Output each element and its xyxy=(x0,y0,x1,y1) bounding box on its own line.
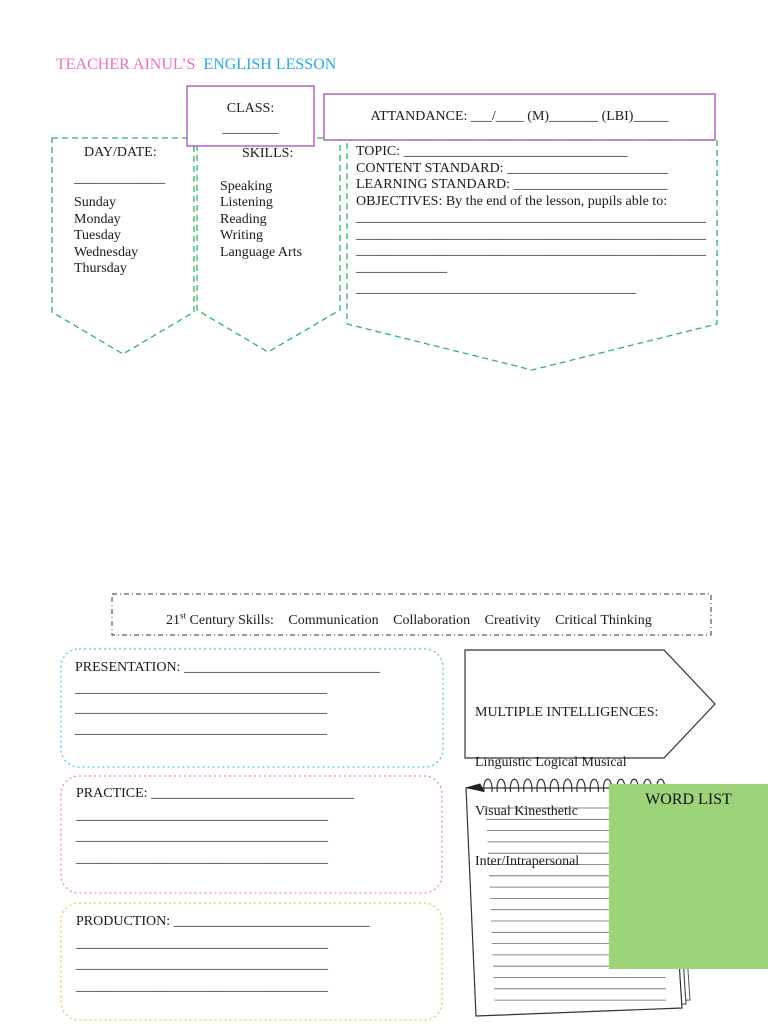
skill-writing[interactable]: Writing xyxy=(220,228,263,243)
objectives-line-5[interactable]: ________________________________________ xyxy=(356,281,636,296)
topic-field[interactable]: TOPIC: ________________________________ xyxy=(356,144,628,159)
practice-line-1[interactable]: ____________________________________ xyxy=(76,807,328,823)
skill-reading[interactable]: Reading xyxy=(220,211,267,227)
class-box xyxy=(187,101,314,137)
objectives-line-2[interactable]: __________________________________________________ xyxy=(356,226,706,242)
century-skills-label: 21st Century Skills: xyxy=(166,610,274,628)
mi-line-3[interactable]: Inter/Intrapersonal xyxy=(475,853,580,869)
century-skills-row xyxy=(166,607,652,629)
skill-communication[interactable]: Communication xyxy=(288,612,379,628)
day-date-section xyxy=(74,145,165,278)
production-line-2[interactable]: ____________________________________ xyxy=(76,957,328,972)
production-line-3[interactable]: ____________________________________ xyxy=(76,978,328,994)
presentation-section xyxy=(75,660,380,738)
objectives-line-3[interactable]: __________________________________________________ xyxy=(356,243,706,258)
practice-label[interactable]: PRACTICE: _____________________________ xyxy=(76,786,355,801)
lesson-info-section xyxy=(356,144,706,298)
day-monday[interactable]: Monday xyxy=(74,211,121,227)
skills-label: SKILLS: xyxy=(242,146,294,161)
production-section xyxy=(76,914,370,995)
skill-critical-thinking[interactable]: Critical Thinking xyxy=(555,612,652,628)
objectives-line-4[interactable]: _____________ xyxy=(356,259,447,275)
skill-language-arts[interactable]: Language Arts xyxy=(220,244,303,260)
presentation-label[interactable]: PRESENTATION: ____________________________ xyxy=(75,660,380,675)
mi-line-1[interactable]: Linguistic Logical Musical xyxy=(475,754,627,770)
day-sunday[interactable]: Sunday xyxy=(74,195,116,210)
class-blank[interactable]: ________ xyxy=(222,120,279,136)
mi-line-2[interactable]: Visual Kinesthetic xyxy=(475,804,578,819)
presentation-line-2[interactable]: ____________________________________ xyxy=(75,701,327,716)
word-list-box[interactable] xyxy=(609,784,768,969)
presentation-line-3[interactable]: ____________________________________ xyxy=(75,721,327,737)
multiple-intelligences-title: MULTIPLE INTELLIGENCES: xyxy=(475,705,659,720)
presentation-line-1[interactable]: ____________________________________ xyxy=(75,680,327,696)
skill-collaboration[interactable]: Collaboration xyxy=(393,612,471,628)
attendance-box[interactable] xyxy=(324,109,715,126)
attendance-text: ATTANDANCE: ___/____ (M)_______ (LBI)_____ xyxy=(370,109,669,124)
practice-line-2[interactable]: ____________________________________ xyxy=(76,829,328,844)
content-standard-field[interactable]: CONTENT STANDARD: _______________________ xyxy=(356,160,669,176)
day-wednesday[interactable]: Wednesday xyxy=(74,244,139,260)
production-line-1[interactable]: ____________________________________ xyxy=(76,935,328,951)
practice-section xyxy=(76,786,354,867)
objectives-label: OBJECTIVES: By the end of the lesson, pupils able to: xyxy=(356,193,668,209)
day-date-blank[interactable]: _____________ xyxy=(74,170,165,186)
day-thursday[interactable]: Thursday xyxy=(74,261,127,276)
day-date-label: DAY/DATE: xyxy=(84,145,157,160)
skill-speaking[interactable]: Speaking xyxy=(220,178,273,194)
teacher-label: TEACHER AINUL’S xyxy=(56,56,196,73)
practice-line-3[interactable]: ____________________________________ xyxy=(76,850,328,866)
word-list-title: WORD LIST xyxy=(645,791,732,808)
day-tuesday[interactable]: Tuesday xyxy=(74,228,121,243)
objectives-line-1[interactable]: __________________________________________________ xyxy=(356,210,706,225)
skill-creativity[interactable]: Creativity xyxy=(484,612,541,628)
skills-section xyxy=(220,146,302,261)
skill-listening[interactable]: Listening xyxy=(220,195,273,210)
class-label: CLASS: xyxy=(226,101,275,116)
production-label[interactable]: PRODUCTION: ____________________________ xyxy=(76,914,370,929)
lesson-label: ENGLISH LESSON xyxy=(203,56,337,73)
learning-standard-field[interactable]: LEARNING STANDARD: ______________________ xyxy=(356,177,668,192)
